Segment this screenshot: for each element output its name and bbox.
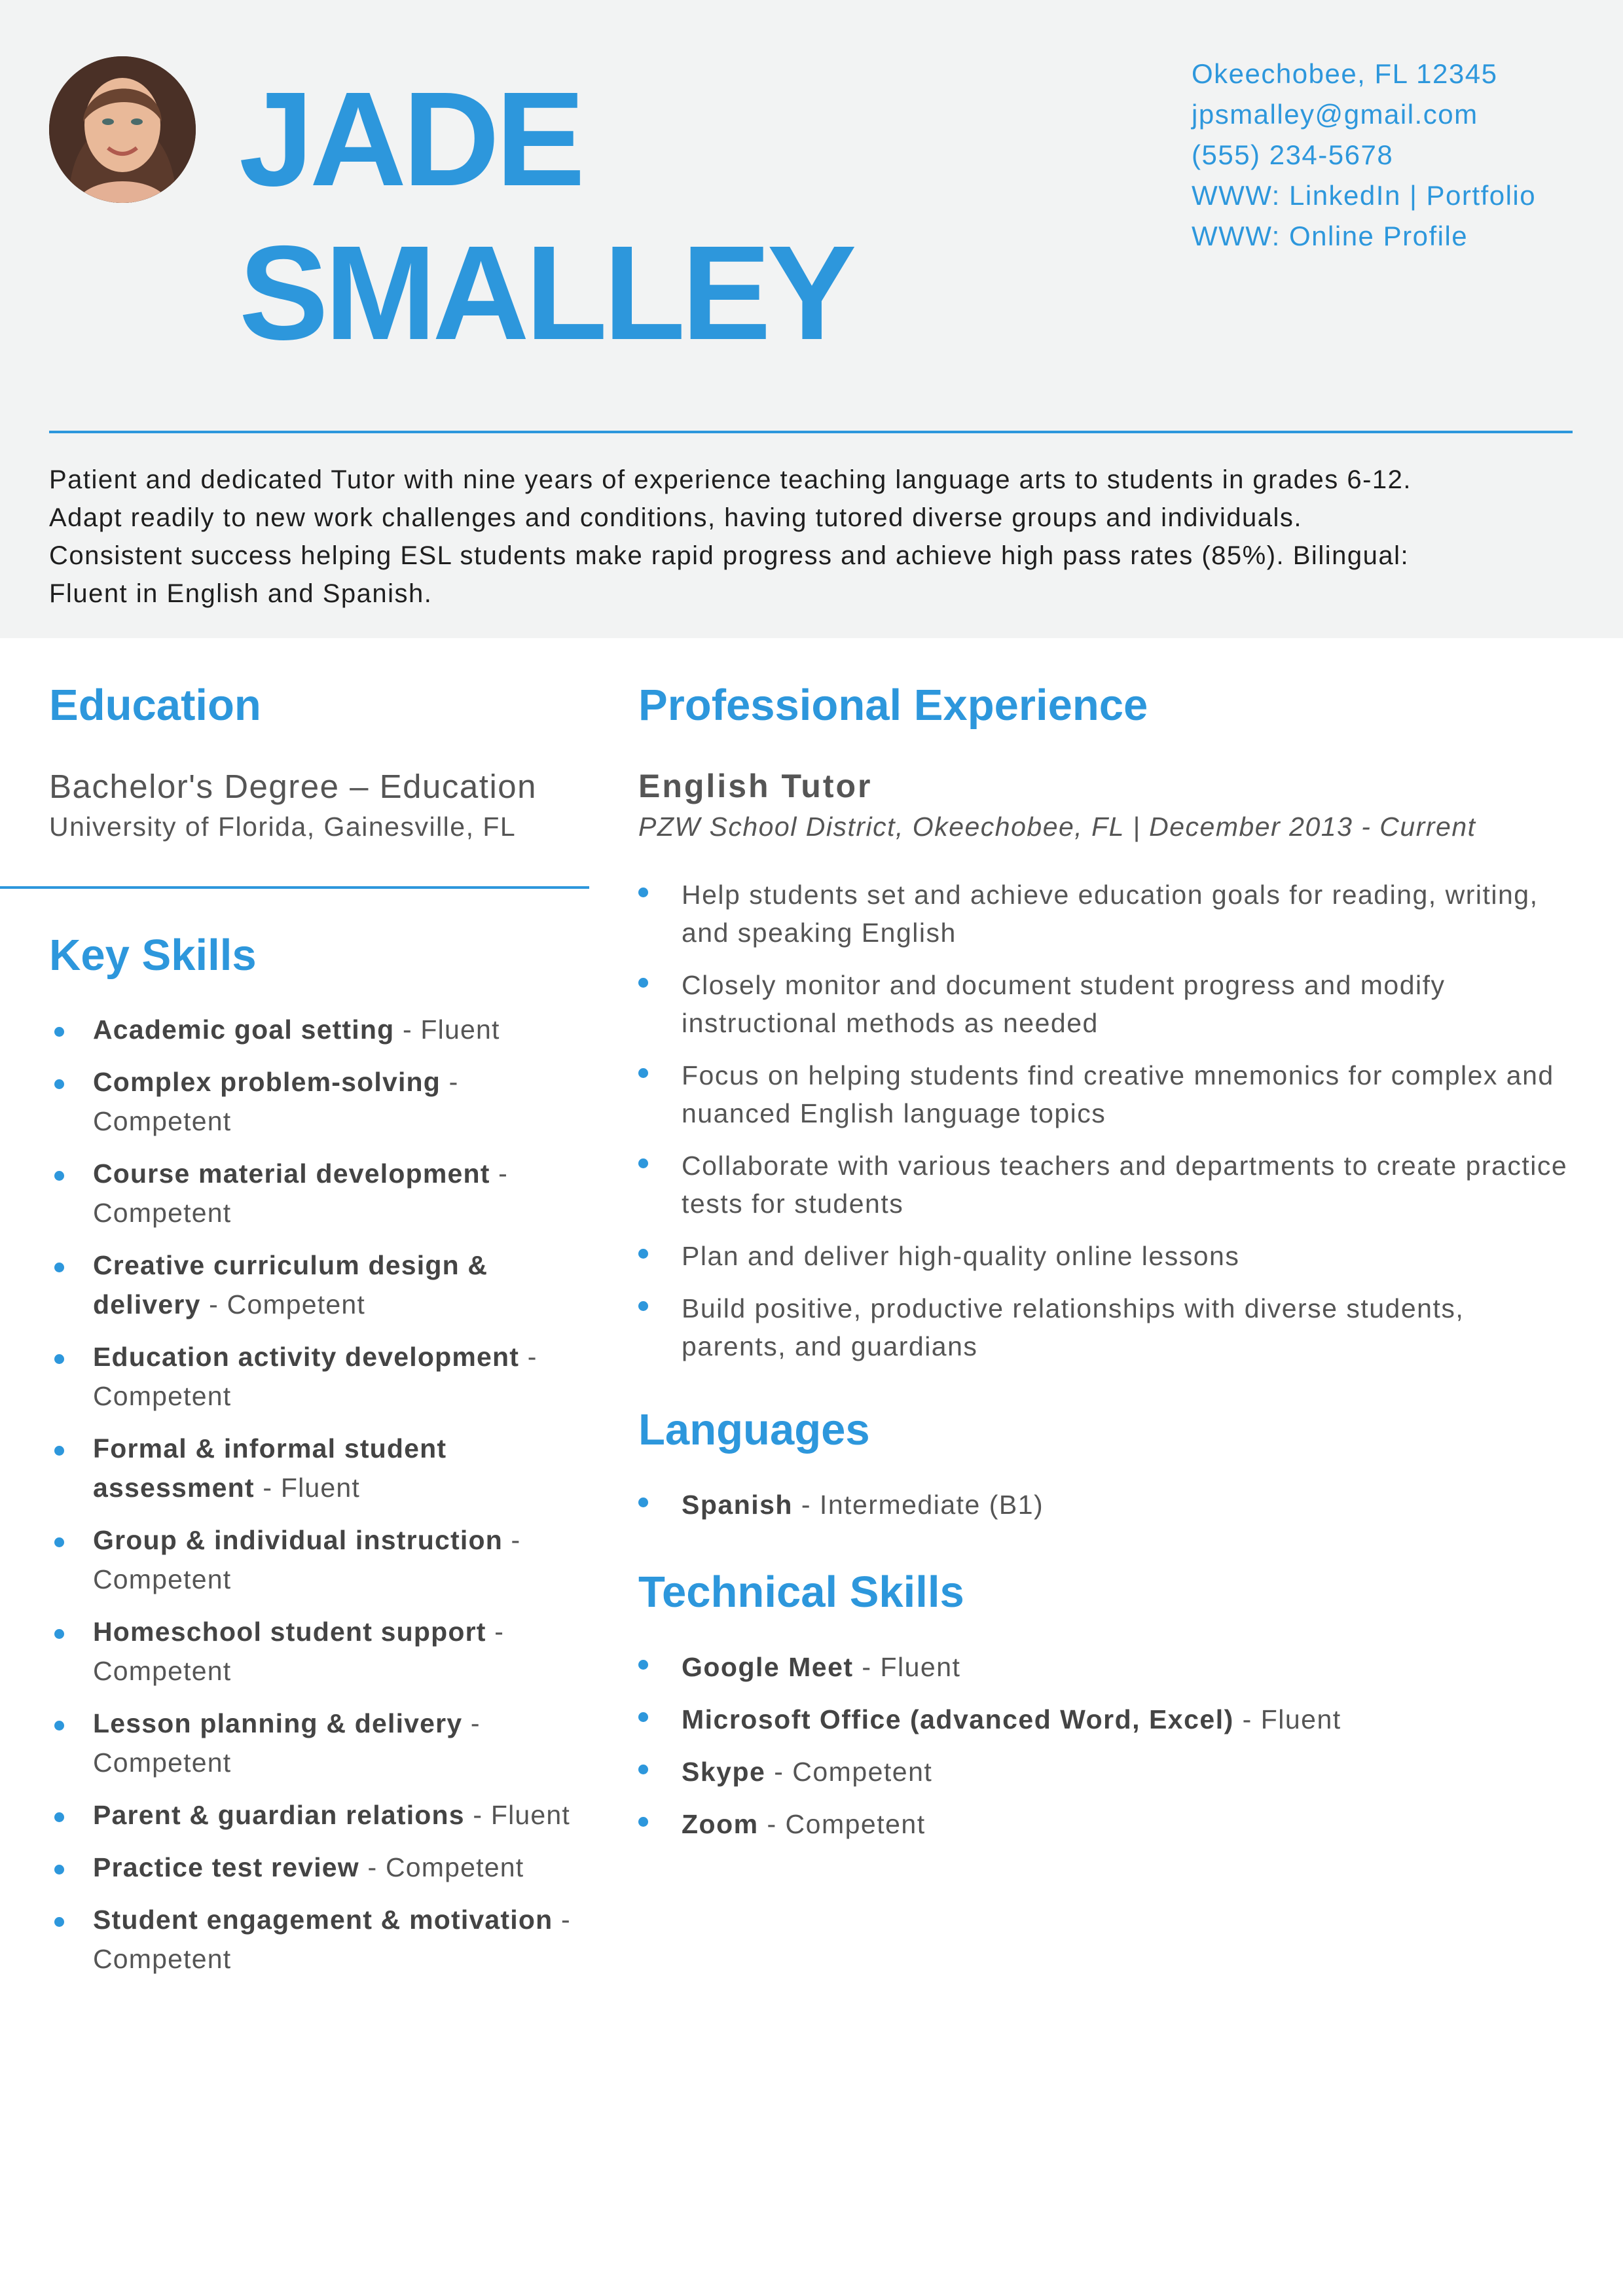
list-item: Course material development - Competent xyxy=(49,1154,593,1232)
summary-line: Consistent success helping ESL students make rapid progress and achieve high pass rates (85%). Bilingual: xyxy=(49,541,1410,570)
list-item: Google Meet - Fluent xyxy=(638,1648,1568,1686)
key-skills-list xyxy=(49,1010,593,1992)
bullet-icon xyxy=(638,888,648,897)
skill-name: Creative curriculum design & delivery xyxy=(93,1250,488,1319)
skill-name: Student engagement & motivation xyxy=(93,1905,553,1935)
contact-block xyxy=(1192,54,1536,257)
tech-skill-name: Zoom xyxy=(682,1809,759,1839)
list-item xyxy=(638,966,1568,1042)
languages-list xyxy=(638,1486,1568,1538)
skill-name: Homeschool student support xyxy=(93,1617,486,1647)
summary-line: Patient and dedicated Tutor with nine years of experience teaching language arts to students in grades 6-12. xyxy=(49,465,1412,494)
skill-name: Formal & informal student assessment xyxy=(93,1433,447,1503)
employer: PZW School District xyxy=(638,812,896,842)
list-item: Formal & informal student assessment - Fluent xyxy=(49,1429,593,1507)
responsibility-text: Help students set and achieve education goals for reading, writing, and speaking English xyxy=(682,880,1539,948)
list-item xyxy=(638,876,1568,952)
header-divider xyxy=(49,431,1573,433)
bullet-icon xyxy=(54,1263,64,1272)
tech-skill-name: Skype xyxy=(682,1757,766,1787)
bullet-icon xyxy=(638,1817,648,1827)
last-name: SMALLEY xyxy=(239,218,853,368)
summary-line: Fluent in English and Spanish. xyxy=(49,579,433,608)
list-item: Lesson planning & delivery - Competent xyxy=(49,1704,593,1782)
experience-title: Professional Experience xyxy=(638,681,1148,730)
skill-level: Competent xyxy=(385,1852,524,1882)
bullet-icon xyxy=(54,1354,64,1364)
bullet-icon xyxy=(54,1865,64,1874)
job-dates: December 2013 - Current xyxy=(1149,812,1476,842)
responsibility-text: Collaborate with various teachers and departments to create practice tests for students xyxy=(682,1151,1568,1219)
tech-skill-name: Google Meet xyxy=(682,1652,854,1682)
list-item xyxy=(638,1147,1568,1223)
list-item: Microsoft Office (advanced Word, Excel) - Fluent xyxy=(638,1700,1568,1738)
skill-level: Fluent xyxy=(280,1473,360,1503)
list-item: Student engagement & motivation - Competent xyxy=(49,1900,593,1979)
skill-name: Lesson planning & delivery xyxy=(93,1708,463,1738)
skill-level: Competent xyxy=(93,1656,232,1686)
bullet-icon xyxy=(638,978,648,988)
skill-name: Academic goal setting xyxy=(93,1014,395,1045)
list-item: Practice test review - Competent xyxy=(49,1848,593,1887)
skill-level: Competent xyxy=(93,1944,232,1974)
tech-skill-level: Fluent xyxy=(1260,1704,1341,1734)
language-level: Intermediate (B1) xyxy=(819,1490,1044,1520)
skill-level: Competent xyxy=(93,1748,232,1778)
bullet-icon xyxy=(54,1812,64,1822)
education-school: University of Florida, Gainesville, FL xyxy=(49,812,517,842)
tech-skill-level: Competent xyxy=(792,1757,933,1787)
skill-name: Course material development xyxy=(93,1158,490,1189)
language-name: Spanish xyxy=(682,1490,793,1520)
responsibility-text: Plan and deliver high-quality online lessons xyxy=(682,1241,1240,1271)
list-item xyxy=(638,1237,1568,1275)
skill-name: Complex problem-solving xyxy=(93,1067,441,1097)
responsibilities-list xyxy=(638,876,1568,1380)
key-skills-title: Key Skills xyxy=(49,931,257,980)
responsibility-text: Focus on helping students find creative mnemonics for complex and nuanced English language topics xyxy=(682,1060,1554,1128)
bullet-icon xyxy=(54,1027,64,1037)
bullet-icon xyxy=(638,1498,648,1507)
summary xyxy=(49,461,1581,613)
bullet-icon xyxy=(54,1171,64,1181)
bullet-icon xyxy=(54,1721,64,1731)
avatar xyxy=(49,56,196,203)
bullet-icon xyxy=(638,1158,648,1168)
skill-level: Fluent xyxy=(420,1014,500,1045)
tech-skill-name: Microsoft Office (advanced Word, Excel) xyxy=(682,1704,1234,1734)
tech-skill-level: Competent xyxy=(785,1809,926,1839)
list-item: Homeschool student support - Competent xyxy=(49,1612,593,1691)
skill-name: Education activity development xyxy=(93,1342,520,1372)
education-degree: Bachelor's Degree – Education xyxy=(49,768,537,805)
list-item: Education activity development - Competent xyxy=(49,1337,593,1416)
list-item: Academic goal setting - Fluent xyxy=(49,1010,593,1049)
bullet-icon xyxy=(638,1712,648,1722)
bullet-icon xyxy=(54,1537,64,1547)
skill-name: Parent & guardian relations xyxy=(93,1800,465,1830)
technical-skills-title: Technical Skills xyxy=(638,1568,964,1617)
bullet-icon xyxy=(638,1068,648,1078)
contact-location: Okeechobee, FL 12345 xyxy=(1192,58,1498,89)
bullet-icon xyxy=(54,1917,64,1927)
skill-level: Fluent xyxy=(490,1800,571,1830)
education-title: Education xyxy=(49,681,261,730)
skill-level: Competent xyxy=(93,1564,232,1594)
bullet-icon xyxy=(638,1249,648,1259)
responsibility-text: Build positive, productive relationships with diverse students, parents, and guardians xyxy=(682,1293,1465,1361)
tech-skill-level: Fluent xyxy=(880,1652,961,1682)
bullet-icon xyxy=(54,1446,64,1456)
bullet-icon xyxy=(638,1765,648,1774)
list-item: Zoom - Competent xyxy=(638,1805,1568,1843)
list-item: Skype - Competent xyxy=(638,1753,1568,1791)
languages-title: Languages xyxy=(638,1405,870,1454)
list-item: Creative curriculum design & delivery - Competent xyxy=(49,1246,593,1324)
bullet-icon xyxy=(638,1301,648,1311)
skill-level: Competent xyxy=(93,1381,232,1411)
skill-level: Competent xyxy=(227,1289,365,1319)
first-name: JADE xyxy=(239,64,581,214)
skill-name: Practice test review xyxy=(93,1852,359,1882)
bullet-icon xyxy=(54,1629,64,1639)
list-item: Parent & guardian relations - Fluent xyxy=(49,1795,593,1835)
education-divider xyxy=(0,886,589,889)
summary-line: Adapt readily to new work challenges and conditions, having tutored diverse groups and individuals. xyxy=(49,503,1303,532)
list-item: Group & individual instruction - Competent xyxy=(49,1520,593,1599)
job-title: English Tutor xyxy=(638,768,873,804)
skill-name: Group & individual instruction xyxy=(93,1525,503,1555)
skill-level: Competent xyxy=(93,1198,232,1228)
bullet-icon xyxy=(638,1660,648,1670)
contact-profile[interactable]: WWW: Online Profile xyxy=(1192,221,1468,251)
list-item xyxy=(638,1289,1568,1365)
contact-phone: (555) 234-5678 xyxy=(1192,139,1394,170)
job-meta: PZW School District, Okeechobee, FL | December 2013 - Current xyxy=(638,812,1476,842)
job-location: Okeechobee, FL xyxy=(912,812,1125,842)
contact-links[interactable]: WWW: LinkedIn | Portfolio xyxy=(1192,180,1537,211)
responsibility-text: Closely monitor and document student progress and modify instructional methods as needed xyxy=(682,970,1446,1038)
avatar-photo-icon xyxy=(49,56,196,203)
technical-skills-list xyxy=(638,1648,1568,1857)
list-item: Complex problem-solving - Competent xyxy=(49,1062,593,1141)
list-item: Spanish - Intermediate (B1) xyxy=(638,1486,1568,1524)
list-item xyxy=(638,1056,1568,1132)
contact-email[interactable]: jpsmalley@gmail.com xyxy=(1192,99,1478,130)
skill-level: Competent xyxy=(93,1106,232,1136)
bullet-icon xyxy=(54,1079,64,1089)
